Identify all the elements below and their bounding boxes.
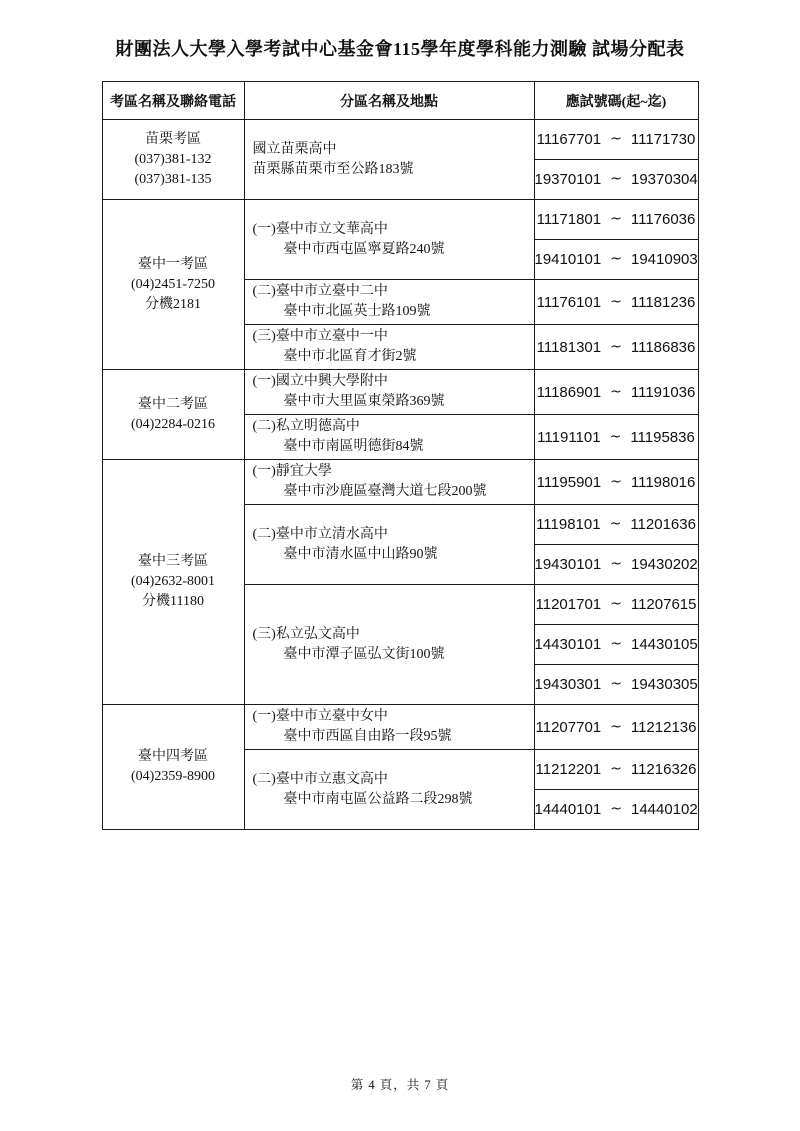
range-end: 11186836 bbox=[630, 338, 696, 356]
table-row bbox=[102, 705, 698, 750]
district-line: (037)381-135 bbox=[134, 171, 212, 187]
venue-cell bbox=[244, 325, 534, 370]
venue-name: (一)靜宜大學 bbox=[252, 464, 332, 479]
range-cell bbox=[534, 705, 698, 750]
venue-name: (三)臺中市立臺中一中 bbox=[252, 329, 388, 344]
venue-address: 臺中市沙鹿區臺灣大道七段200號 bbox=[283, 484, 487, 499]
range-cell bbox=[534, 585, 698, 625]
district-line: 分機2181 bbox=[145, 296, 201, 312]
venue-cell bbox=[244, 460, 534, 505]
district-line: (04)2632-8001 bbox=[131, 574, 215, 589]
venue-cell bbox=[244, 505, 534, 585]
range-separator: ~ bbox=[610, 718, 622, 735]
range-separator: ~ bbox=[610, 171, 622, 187]
range-start: 11195901 bbox=[536, 473, 602, 491]
col-header-district: 考區名稱及聯絡電話 bbox=[102, 82, 244, 120]
table-row bbox=[102, 120, 698, 160]
district-cell bbox=[102, 705, 244, 830]
range-separator: ~ bbox=[610, 131, 622, 147]
range-start: 11207701 bbox=[535, 718, 602, 736]
range-end: 11212136 bbox=[630, 718, 697, 736]
venue-cell bbox=[244, 370, 534, 415]
venue-address: 臺中市南屯區公益路二段298號 bbox=[283, 791, 473, 807]
range-end: 11207615 bbox=[630, 596, 697, 613]
range-cell bbox=[534, 505, 698, 545]
venue-address: 臺中市西屯區寧夏路240號 bbox=[283, 241, 445, 257]
range-start: 14430101 bbox=[534, 636, 602, 653]
venue-cell bbox=[244, 705, 534, 750]
district-line: 臺中二考區 bbox=[138, 396, 208, 412]
venue-name: (二)臺中市立惠文高中 bbox=[252, 771, 388, 787]
range-start: 19410101 bbox=[534, 251, 602, 268]
range-start: 11201701 bbox=[535, 596, 602, 613]
range-cell bbox=[534, 240, 698, 280]
range-separator: ~ bbox=[610, 473, 622, 490]
district-line: 臺中一考區 bbox=[138, 256, 208, 272]
range-end: 19430305 bbox=[630, 676, 698, 693]
range-end: 19370304 bbox=[630, 171, 698, 188]
range-cell bbox=[534, 370, 698, 415]
range-separator: ~ bbox=[610, 338, 622, 355]
range-cell bbox=[534, 120, 698, 160]
venue-address: 苗栗縣苗栗市至公路183號 bbox=[252, 161, 414, 177]
district-line: 分機11180 bbox=[142, 594, 204, 609]
range-separator: ~ bbox=[610, 383, 622, 400]
header-row bbox=[102, 82, 698, 120]
venue-cell bbox=[244, 120, 534, 200]
range-end: 11191036 bbox=[630, 383, 696, 401]
range-start: 19430301 bbox=[534, 676, 602, 693]
range-separator: ~ bbox=[610, 211, 622, 227]
page-title: 財團法人大學入學考試中心基金會115學年度學科能力測驗 試場分配表 bbox=[115, 39, 685, 59]
col-header-range: 應試號碼(起~迄) bbox=[534, 82, 698, 120]
venue-name: (三)私立弘文高中 bbox=[252, 626, 360, 642]
range-separator: ~ bbox=[610, 251, 622, 267]
venue-name: (一)國立中興大學附中 bbox=[252, 374, 388, 389]
district-line: (04)2359-8900 bbox=[131, 769, 215, 784]
range-end: 11176036 bbox=[630, 211, 696, 228]
venue-address: 臺中市南區明德街84號 bbox=[283, 439, 424, 454]
range-end: 14430105 bbox=[630, 636, 698, 653]
venue-name: 國立苗栗高中 bbox=[252, 141, 337, 157]
venue-name: (二)臺中市立清水高中 bbox=[252, 526, 388, 542]
range-start: 11191101 bbox=[537, 428, 601, 446]
district-cell bbox=[102, 460, 244, 705]
venue-address: 臺中市大里區東榮路369號 bbox=[283, 394, 445, 409]
range-cell bbox=[534, 415, 698, 460]
range-end: 11201636 bbox=[630, 516, 696, 533]
venue-address: 臺中市北區英士路109號 bbox=[283, 304, 431, 319]
district-cell bbox=[102, 120, 244, 200]
range-end: 14440102 bbox=[630, 801, 698, 818]
col-header-venue: 分區名稱及地點 bbox=[244, 82, 534, 120]
range-start: 11167701 bbox=[536, 131, 602, 148]
range-end: 19410903 bbox=[630, 251, 698, 268]
venue-name: (一)臺中市立臺中女中 bbox=[252, 709, 388, 724]
range-separator: ~ bbox=[610, 556, 622, 572]
venue-cell bbox=[244, 280, 534, 325]
range-start: 19370101 bbox=[534, 171, 602, 188]
range-end: 11216326 bbox=[630, 761, 697, 778]
venue-cell bbox=[244, 415, 534, 460]
range-cell bbox=[534, 280, 698, 325]
table-row bbox=[102, 200, 698, 240]
range-start: 11181301 bbox=[536, 338, 602, 356]
range-cell bbox=[534, 790, 698, 830]
district-line: (04)2284-0216 bbox=[131, 416, 215, 432]
range-cell bbox=[534, 325, 698, 370]
venue-cell bbox=[244, 585, 534, 705]
table-row bbox=[102, 370, 698, 415]
range-cell bbox=[534, 665, 698, 705]
venue-address: 臺中市北區育才街2號 bbox=[283, 349, 417, 364]
venue-address: 臺中市清水區中山路90號 bbox=[283, 546, 438, 562]
range-start: 11176101 bbox=[536, 293, 602, 311]
range-end: 11195836 bbox=[630, 428, 695, 446]
range-cell bbox=[534, 545, 698, 585]
range-separator: ~ bbox=[610, 761, 622, 777]
range-separator: ~ bbox=[609, 516, 622, 532]
venue-cell bbox=[244, 200, 534, 280]
range-start: 11198101 bbox=[536, 516, 601, 533]
table-body bbox=[102, 120, 698, 830]
exam-allocation-table bbox=[102, 81, 699, 830]
range-end: 11181236 bbox=[630, 293, 696, 311]
district-cell bbox=[102, 200, 244, 370]
range-start: 19430101 bbox=[534, 556, 602, 573]
range-end: 11171730 bbox=[630, 131, 696, 148]
page-number: 第 4 頁，共 7 頁 bbox=[350, 1078, 450, 1092]
range-separator: ~ bbox=[610, 676, 622, 692]
range-separator: ~ bbox=[610, 636, 622, 652]
district-cell bbox=[102, 370, 244, 460]
range-start: 14440101 bbox=[534, 801, 602, 818]
table-header bbox=[102, 82, 698, 120]
range-separator: ~ bbox=[610, 293, 622, 310]
venue-name: (二)私立明德高中 bbox=[252, 419, 360, 434]
range-cell bbox=[534, 750, 698, 790]
district-line: 臺中三考區 bbox=[138, 554, 208, 569]
table-row bbox=[102, 460, 698, 505]
venue-cell bbox=[244, 750, 534, 830]
range-start: 11186901 bbox=[536, 383, 602, 401]
range-cell bbox=[534, 460, 698, 505]
range-separator: ~ bbox=[609, 428, 622, 445]
range-cell bbox=[534, 200, 698, 240]
range-end: 19430202 bbox=[630, 556, 698, 573]
range-end: 11198016 bbox=[630, 473, 696, 491]
range-separator: ~ bbox=[610, 596, 622, 612]
district-line: 苗栗考區 bbox=[145, 131, 201, 147]
venue-name: (一)臺中市立文華高中 bbox=[252, 221, 388, 237]
range-start: 11212201 bbox=[535, 761, 602, 778]
venue-address: 臺中市潭子區弘文街100號 bbox=[283, 646, 445, 662]
range-cell bbox=[534, 160, 698, 200]
range-cell bbox=[534, 625, 698, 665]
district-line: (04)2451-7250 bbox=[131, 276, 215, 292]
venue-name: (二)臺中市立臺中二中 bbox=[252, 284, 388, 299]
district-line: (037)381-132 bbox=[134, 151, 212, 167]
district-line: 臺中四考區 bbox=[138, 749, 208, 764]
venue-address: 臺中市西區自由路一段95號 bbox=[283, 729, 452, 744]
range-separator: ~ bbox=[610, 801, 622, 817]
range-start: 11171801 bbox=[536, 211, 602, 228]
